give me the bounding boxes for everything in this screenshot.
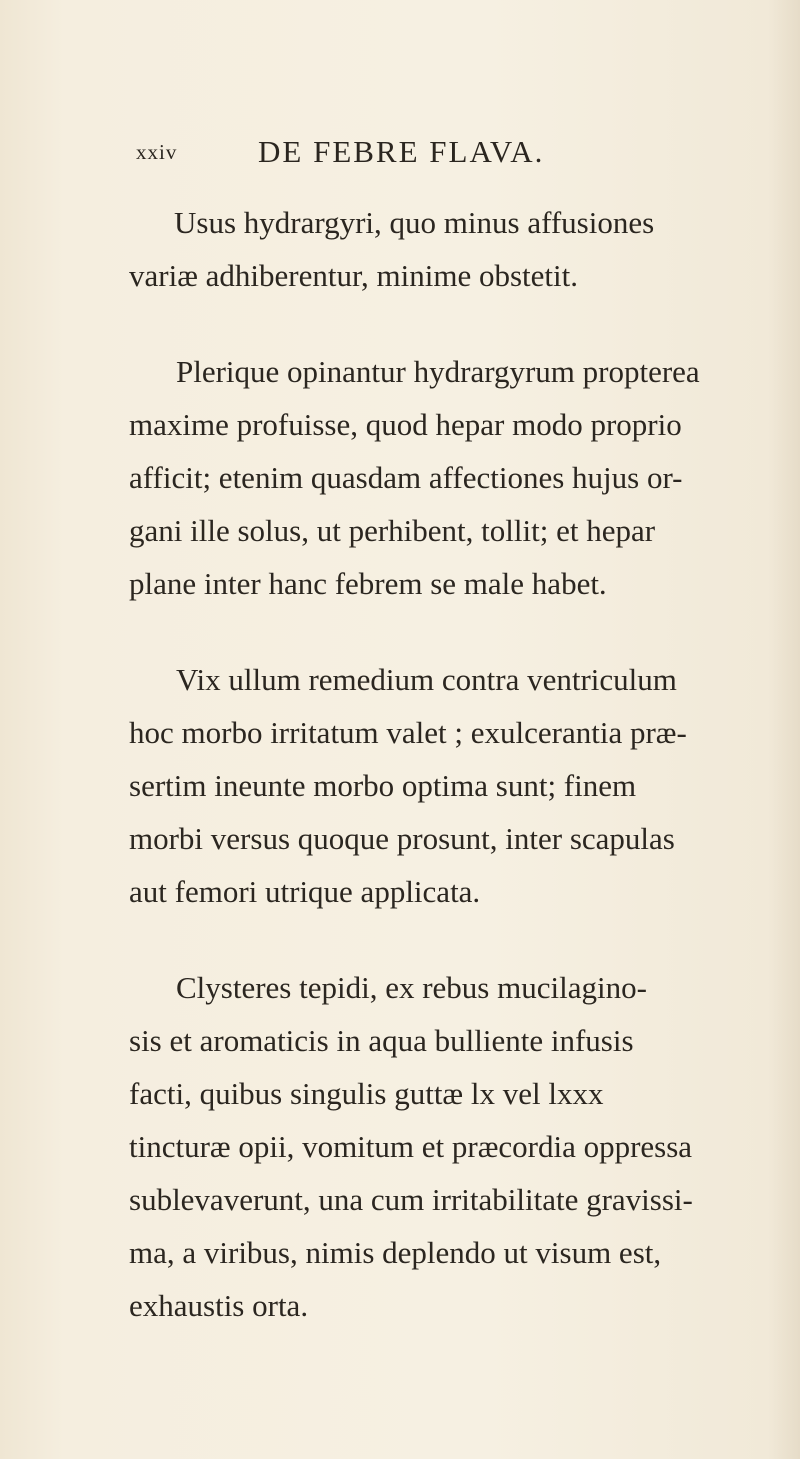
text-line: sublevaverunt, una cum irritabilitate gravissi- — [129, 1182, 693, 1217]
paragraph-4 — [129, 961, 791, 1332]
text-line: afficit; etenim quasdam affectiones hujus or- — [129, 460, 683, 495]
paragraph-2 — [129, 345, 791, 610]
page-number: xxiv — [136, 140, 178, 164]
page-header — [0, 134, 800, 174]
text-line: variæ adhiberentur, minime obstetit. — [129, 258, 579, 293]
text-line: tincturæ opii, vomitum et præcordia oppressa — [129, 1129, 693, 1164]
text-line: Usus hydrargyri, quo minus affusiones — [174, 205, 655, 240]
text-line: sis et aromaticis in aqua bulliente infusis — [129, 1023, 634, 1058]
paragraph-3 — [129, 653, 791, 918]
text-line: hoc morbo irritatum valet ; exulcerantia præ- — [129, 715, 687, 750]
text-line: morbi versus quoque prosunt, inter scapulas — [129, 821, 675, 856]
text-line: ma, a viribus, nimis deplendo ut visum est, — [129, 1235, 662, 1270]
body-text — [129, 196, 791, 1368]
paragraph-1 — [129, 196, 791, 302]
text-line: gani ille solus, ut perhibent, tollit; et hepar — [129, 513, 656, 548]
text-line: facti, quibus singulis guttæ lx vel lxxx — [129, 1076, 604, 1111]
text-line: plane inter hanc febrem se male habet. — [129, 566, 607, 601]
text-line: Plerique opinantur hydrargyrum propterea — [176, 354, 700, 389]
text-line: Vix ullum remedium contra ventriculum — [176, 662, 677, 697]
text-line: sertim ineunte morbo optima sunt; finem — [129, 768, 637, 803]
text-line: aut femori utrique applicata. — [129, 874, 481, 909]
text-line: exhaustis orta. — [129, 1288, 309, 1323]
running-title: DE FEBRE FLAVA. — [258, 134, 545, 169]
text-line: Clysteres tepidi, ex rebus mucilagino- — [176, 970, 647, 1005]
text-line: maxime profuisse, quod hepar modo proprio — [129, 407, 682, 442]
